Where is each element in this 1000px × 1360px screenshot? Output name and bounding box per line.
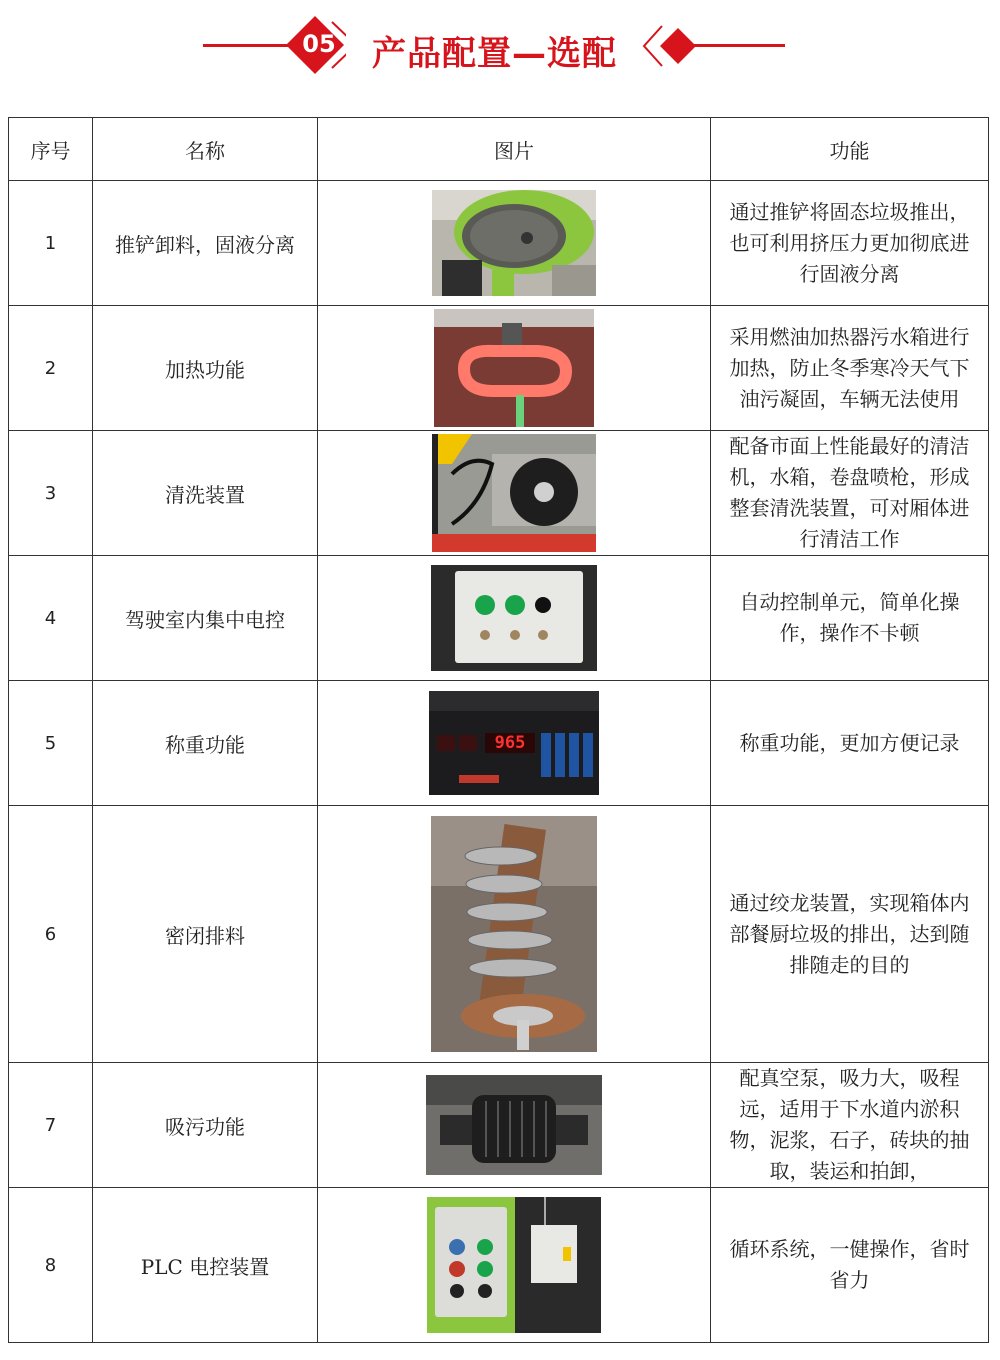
col-header-picture: 图片: [318, 118, 711, 181]
table-row: [9, 306, 989, 431]
row-function: 配备市面上性能最好的清洁机，水箱，卷盘喷枪，形成整套清洗装置，可对厢体进行清洁工作: [711, 431, 989, 556]
table-row: [9, 681, 989, 806]
plc-box-photo-icon: [427, 1197, 601, 1333]
row-name: 加热功能: [93, 306, 318, 431]
row-picture: [318, 431, 711, 556]
row-name: 驾驶室内集中电控: [93, 556, 318, 681]
page-header: [0, 0, 1000, 100]
page-title: 产品配置—选配: [372, 34, 617, 74]
auger-photo-icon: [431, 816, 597, 1052]
row-name: 称重功能: [93, 681, 318, 806]
row-name: 密闭排料: [93, 806, 318, 1063]
row-picture: [318, 306, 711, 431]
row-picture: [318, 681, 711, 806]
weighing-display-photo-icon: [429, 691, 599, 795]
row-function: 称重功能，更加方便记录: [711, 681, 989, 806]
table-header-row: [9, 118, 989, 181]
row-function: 配真空泵，吸力大，吸程远，适用于下水道内淤积物，泥浆，石子，砖块的抽取，装运和拍卸，: [711, 1063, 989, 1188]
row-picture: [318, 1063, 711, 1188]
row-number: 1: [9, 181, 93, 306]
weight-readout: 965: [485, 733, 535, 753]
row-picture: [318, 556, 711, 681]
table-row: [9, 1063, 989, 1188]
col-header-function: 功能: [711, 118, 989, 181]
row-number: 5: [9, 681, 93, 806]
row-number: 7: [9, 1063, 93, 1188]
heater-photo-icon: [434, 309, 594, 427]
table-row: [9, 1188, 989, 1343]
row-picture: [318, 806, 711, 1063]
row-picture: [318, 1188, 711, 1343]
row-function: 通过推铲将固态垃圾推出，也可利用挤压力更加彻底进行固液分离: [711, 181, 989, 306]
header-line-right: [690, 44, 785, 47]
row-number: 4: [9, 556, 93, 681]
row-name: PLC 电控装置: [93, 1188, 318, 1343]
section-number: 05: [302, 30, 336, 58]
row-picture: [318, 181, 711, 306]
row-name: 推铲卸料，固液分离: [93, 181, 318, 306]
table-row: [9, 181, 989, 306]
row-name: 清洗装置: [93, 431, 318, 556]
row-number: 2: [9, 306, 93, 431]
row-number: 6: [9, 806, 93, 1063]
row-function: 通过绞龙装置，实现箱体内部餐厨垃圾的排出，达到随排随走的目的: [711, 806, 989, 1063]
row-function: 循环系统，一健操作，省时省力: [711, 1188, 989, 1343]
control-panel-photo-icon: [431, 565, 597, 671]
col-header-number: 序号: [9, 118, 93, 181]
row-number: 3: [9, 431, 93, 556]
options-table: [8, 117, 989, 1343]
col-header-name: 名称: [93, 118, 318, 181]
vacuum-pump-photo-icon: [426, 1075, 602, 1175]
table-row: [9, 806, 989, 1063]
row-function: 采用燃油加热器污水箱进行加热，防止冬季寒冷天气下油污凝固，车辆无法使用: [711, 306, 989, 431]
hose-reel-photo-icon: [432, 434, 596, 552]
header-line-left: [203, 44, 293, 47]
rear-door-photo-icon: [432, 190, 596, 296]
table-row: [9, 556, 989, 681]
row-name: 吸污功能: [93, 1063, 318, 1188]
row-number: 8: [9, 1188, 93, 1343]
table-row: [9, 431, 989, 556]
row-function: 自动控制单元，简单化操作，操作不卡顿: [711, 556, 989, 681]
